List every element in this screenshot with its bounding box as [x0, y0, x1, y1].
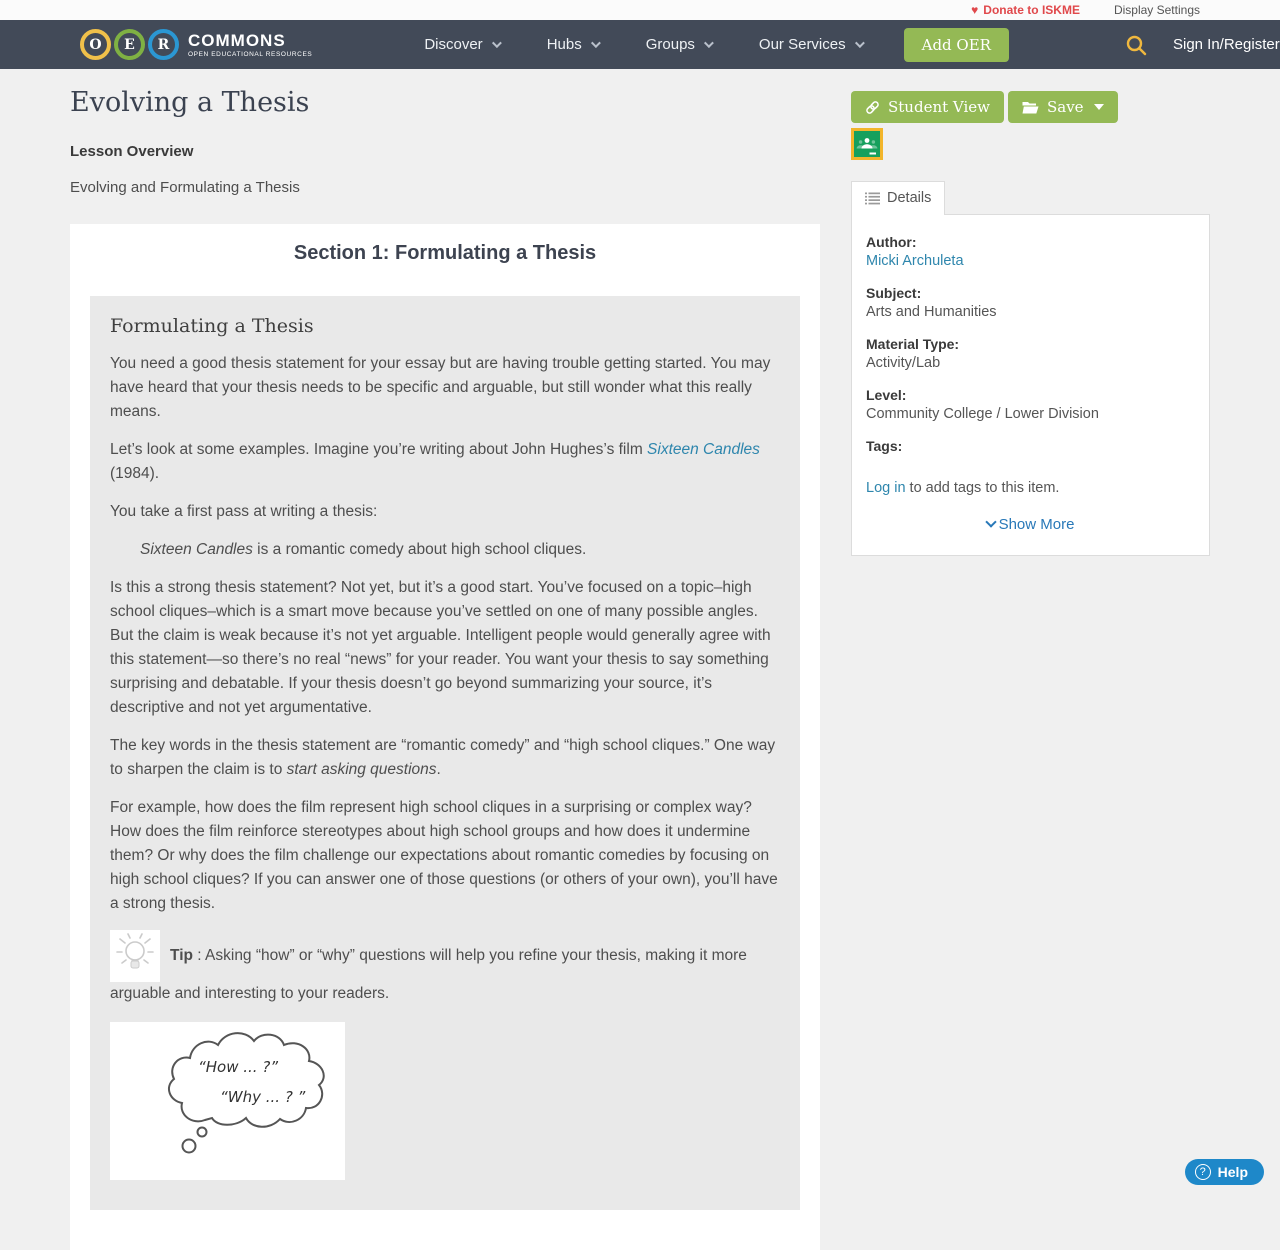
chevron-down-icon: [591, 38, 601, 48]
login-line-text: to add tags to this item.: [905, 480, 1060, 496]
content-area: [70, 69, 1210, 1250]
sign-in-register-link[interactable]: Sign In/Register: [1172, 36, 1280, 53]
details-column: [851, 69, 1210, 1250]
quote-title: Sixteen Candles: [140, 541, 253, 558]
add-oer-button[interactable]: Add OER: [904, 28, 1009, 62]
paragraph-text: (1984).: [110, 465, 160, 482]
author-link[interactable]: Micki Archuleta: [866, 253, 964, 269]
help-button[interactable]: [1185, 1159, 1264, 1185]
quote-text: is a romantic comedy about high school cliques.: [252, 541, 587, 558]
nav-item-discover[interactable]: [424, 36, 498, 53]
logo-title: COMMONS: [188, 30, 286, 50]
chevron-down-icon: [985, 516, 996, 527]
lesson-overview-label: Lesson Overview: [70, 143, 194, 160]
nav-item-label: Groups: [645, 36, 695, 53]
oer-commons-logo[interactable]: [80, 29, 312, 60]
tab-details[interactable]: [851, 181, 945, 215]
thought-bubble-image: [110, 1022, 345, 1180]
heart-icon: ♥: [971, 3, 979, 17]
chevron-down-icon: [704, 38, 714, 48]
nav-item-groups[interactable]: [646, 36, 711, 53]
display-settings-link[interactable]: Display Settings: [1113, 3, 1200, 17]
nav-item-hubs[interactable]: [547, 36, 598, 53]
chevron-down-icon: [492, 38, 502, 48]
paragraph: You take a first pass at writing a thesis:: [110, 503, 378, 520]
material-type-value: Activity/Lab: [866, 355, 941, 371]
tags-label: Tags:: [866, 438, 903, 454]
subject-value: Arts and Humanities: [866, 304, 997, 320]
subject-label: Subject:: [866, 285, 922, 301]
log-in-link[interactable]: Log in: [866, 480, 906, 496]
donate-label: Donate to ISKME: [983, 3, 1080, 17]
bubble-text-why: “Why ... ? ”: [220, 1088, 306, 1106]
nav-menu: [424, 36, 861, 53]
lesson-card: [70, 224, 820, 1250]
tip-label: Tip: [170, 947, 193, 965]
action-buttons: [851, 91, 1210, 123]
topbar: [0, 0, 1280, 20]
question-mark-icon: ?: [1195, 1164, 1211, 1180]
lesson-column: [70, 69, 820, 1250]
paragraph-text: .: [436, 761, 441, 778]
nav-item-our-services[interactable]: [759, 36, 862, 53]
nav-item-label: Discover: [424, 36, 483, 53]
donate-link[interactable]: [971, 3, 1080, 17]
detail-level: [866, 386, 1195, 424]
lesson-description: Evolving and Formulating a Thesis: [70, 179, 300, 196]
student-view-button[interactable]: [851, 91, 1004, 123]
detail-tags: [866, 437, 1195, 456]
help-label: Help: [1217, 1164, 1248, 1180]
show-more-label: Show More: [998, 516, 1075, 533]
detail-material-type: [866, 335, 1195, 373]
show-more-button[interactable]: [866, 516, 1195, 533]
caret-down-icon: [1094, 104, 1104, 110]
nav-item-label: Our Services: [758, 36, 846, 53]
section-title: Section 1: Formulating a Thesis: [293, 242, 597, 264]
google-classroom-button[interactable]: [851, 128, 883, 160]
details-tab-label: Details: [887, 190, 932, 206]
nav-item-label: Hubs: [546, 36, 582, 53]
logo-circle-o: O: [80, 29, 111, 60]
google-classroom-icon: [854, 131, 880, 157]
material-type-label: Material Type:: [866, 336, 960, 352]
paragraph: [110, 734, 780, 782]
detail-subject: [866, 284, 1195, 322]
paragraph-text: Let’s look at some examples. Imagine you’re writing about John Hughes’s film: [110, 441, 648, 458]
page-title: Evolving a Thesis: [70, 87, 310, 118]
level-value: Community College / Lower Division: [866, 406, 1099, 422]
link-icon: [865, 100, 880, 115]
logo-text: [188, 32, 312, 58]
paragraph: You need a good thesis statement for your essay but are having trouble getting started. You may have heard that your thesis needs to be specific and arguable, but still wonder what this really means.: [110, 355, 771, 420]
thesis-example-quote: [110, 538, 780, 562]
tip-text: : Asking “how” or “why” questions will help you refine your thesis, making it more arguable and interesting to your readers.: [110, 947, 747, 1002]
login-to-tag-line: [866, 480, 1195, 496]
detail-author: [866, 233, 1195, 271]
list-icon: [865, 192, 880, 205]
lesson-box-title: Formulating a Thesis: [110, 315, 314, 337]
bubble-text-how: “How ... ?”: [198, 1058, 279, 1076]
sixteen-candles-link[interactable]: Sixteen Candles: [647, 441, 760, 458]
logo-subtitle: OPEN EDUCATIONAL RESOURCES: [188, 50, 313, 58]
main-navbar: [0, 20, 1280, 69]
student-view-label: Student View: [888, 98, 990, 116]
chevron-down-icon: [855, 38, 865, 48]
search-button[interactable]: [1125, 34, 1147, 56]
author-label: Author:: [866, 234, 917, 250]
logo-circle-r: R: [148, 29, 179, 60]
tip-paragraph: [110, 930, 780, 1006]
save-button[interactable]: [1008, 91, 1118, 123]
folder-icon: [1022, 101, 1039, 114]
details-panel: [851, 214, 1210, 556]
emphasized-text: start asking questions: [286, 761, 437, 778]
logo-circle-e: E: [114, 29, 145, 60]
search-icon: [1125, 34, 1147, 56]
level-label: Level:: [866, 387, 907, 403]
paragraph: [110, 438, 780, 486]
lightbulb-icon: [110, 930, 160, 982]
save-label: Save: [1046, 98, 1084, 116]
paragraph: For example, how does the film represent high school cliques in a surprising or complex way? How does the film reinforce stereotypes about high school groups and how does it undermine them? Or why does the film challenge our expectations about romantic comedies by focusing on high school cliques? If you can answer one of those questions (or others of your own), you’ll have a strong thesis.: [110, 799, 778, 912]
paragraph: Is this a strong thesis statement? Not yet, but it’s a good start. You’ve focused on a topic–high school cliques–which is a smart move because you’ve settled on one of many possible angles. But the claim is weak because it’s not yet arguable. Intelligent people would generally agree with this statement—so there’s no real “news” for your reader. You want your thesis to say something surprising and debatable. If your thesis doesn’t go beyond summarizing your source, it’s descriptive and not yet argumentative.: [110, 579, 771, 716]
lesson-body: [90, 296, 800, 1210]
paragraph-text: The key words in the thesis statement are “romantic comedy” and “high school cliques.” One way to sharpen the claim is to: [110, 737, 776, 778]
